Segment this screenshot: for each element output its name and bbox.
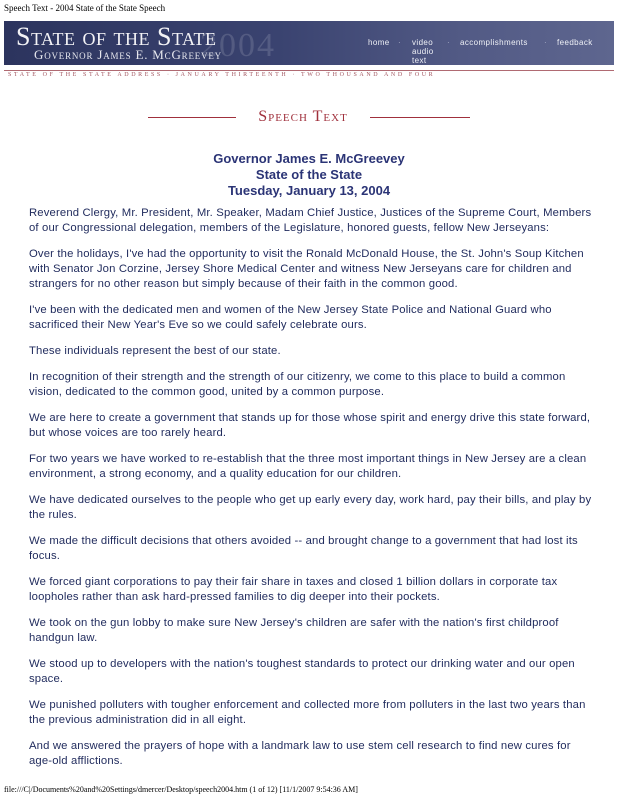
nav-feedback-link[interactable]: feedback — [557, 38, 593, 47]
nav-video-link[interactable]: video — [412, 38, 434, 47]
speech-heading-title: State of the State — [255, 167, 363, 182]
site-banner — [4, 21, 614, 65]
speech-paragraph: I've been with the dedicated men and women of the New Jersey State Police and National Guard who sacrificed their New Year's Eve so we could safely celebrate ours. — [29, 304, 552, 331]
nav-accomplishments-link[interactable]: accomplishments — [460, 38, 528, 47]
speech-paragraph: We are here to create a government that stands up for those whose spirit and energy drive this state forward, but whose voices are too rarely heard. — [29, 412, 591, 439]
speech-paragraph: And we answered the prayers of hope with a landmark law to use stem cell research to find new cures for age-old afflictions. — [29, 740, 571, 767]
speech-paragraph: We took on the gun lobby to make sure New Jersey's children are safer with the nation's first childproof handgun law. — [29, 617, 559, 644]
speech-heading-date: Tuesday, January 13, 2004 — [227, 183, 391, 198]
speech-paragraph: We made the difficult decisions that others avoided -- and brought change to a government that had lost its focus. — [29, 535, 578, 562]
speech-paragraph: We punished polluters with tougher enforcement and collected more from polluters in the last two years than the previous administration did in all eight. — [29, 699, 586, 726]
banner-subtitle: Governor James E. McGreevey — [34, 47, 222, 62]
nav-separator: · — [544, 38, 548, 47]
speech-paragraph: We forced giant corporations to pay their fair share in taxes and closed 1 billion dollars in corporate tax loopholes rather than ask hard-pressed families to dig deeper into their pockets. — [29, 576, 558, 603]
speech-paragraph: These individuals represent the best of our state. — [29, 345, 281, 357]
speech-paragraph: Over the holidays, I've had the opportunity to visit the Ronald McDonald House, the St. John's Soup Kitchen with Senator Jon Corzine, Jersey Shore Medical Center and witness New Jerseyans care for children and strangers for no other reason but simply because of their faith in the common good. — [29, 248, 584, 290]
print-footer: file:///C|/Documents%20and%20Settings/dmercer/Desktop/speech2004.htm (1 of 12) [11/1/2007 9:54:36 AM] — [4, 785, 358, 794]
nav-home-link[interactable]: home — [368, 38, 390, 47]
section-title: Speech Text — [258, 108, 348, 125]
speech-body — [29, 206, 594, 780]
nav-separator: · — [398, 38, 402, 47]
speech-paragraph: For two years we have worked to re-establish that the three most important things in New Jersey are a clean environment, a strong economy, and a quality education for our children. — [29, 453, 587, 480]
speech-paragraph: In recognition of their strength and the strength of our citizenry, we come to this place to build a common vision, dedicated to the common good, united by a common purpose. — [29, 371, 566, 398]
speech-heading-speaker: Governor James E. McGreevey — [213, 151, 405, 166]
nav-audio-link[interactable]: audio — [412, 47, 434, 56]
print-header: Speech Text - 2004 State of the State Speech — [4, 3, 166, 13]
speech-paragraph: Reverend Clergy, Mr. President, Mr. Speaker, Madam Chief Justice, Justices of the Supreme Court, Members of our Congressional delegation, members of the Legislature, honored guests, fellow New Jerseyans: — [29, 207, 592, 234]
banner-year-watermark: 2004 — [200, 27, 276, 64]
section-rule-right — [370, 117, 470, 118]
speech-paragraph: We have dedicated ourselves to the people who get up early every day, work hard, pay their bills, and play by the rules. — [29, 494, 592, 521]
banner-title: State of the State — [16, 22, 217, 51]
speech-paragraph: We stood up to developers with the nation's toughest standards to protect our drinking water and our open space. — [29, 658, 575, 685]
nav-text-link[interactable]: text — [412, 56, 427, 65]
nav-separator: · — [447, 38, 451, 47]
speech-heading — [0, 151, 618, 199]
section-rule-left — [148, 117, 236, 118]
tagline: STATE OF THE STATE ADDRESS · JANUARY THIRTEENTH · TWO THOUSAND AND FOUR — [8, 72, 436, 78]
